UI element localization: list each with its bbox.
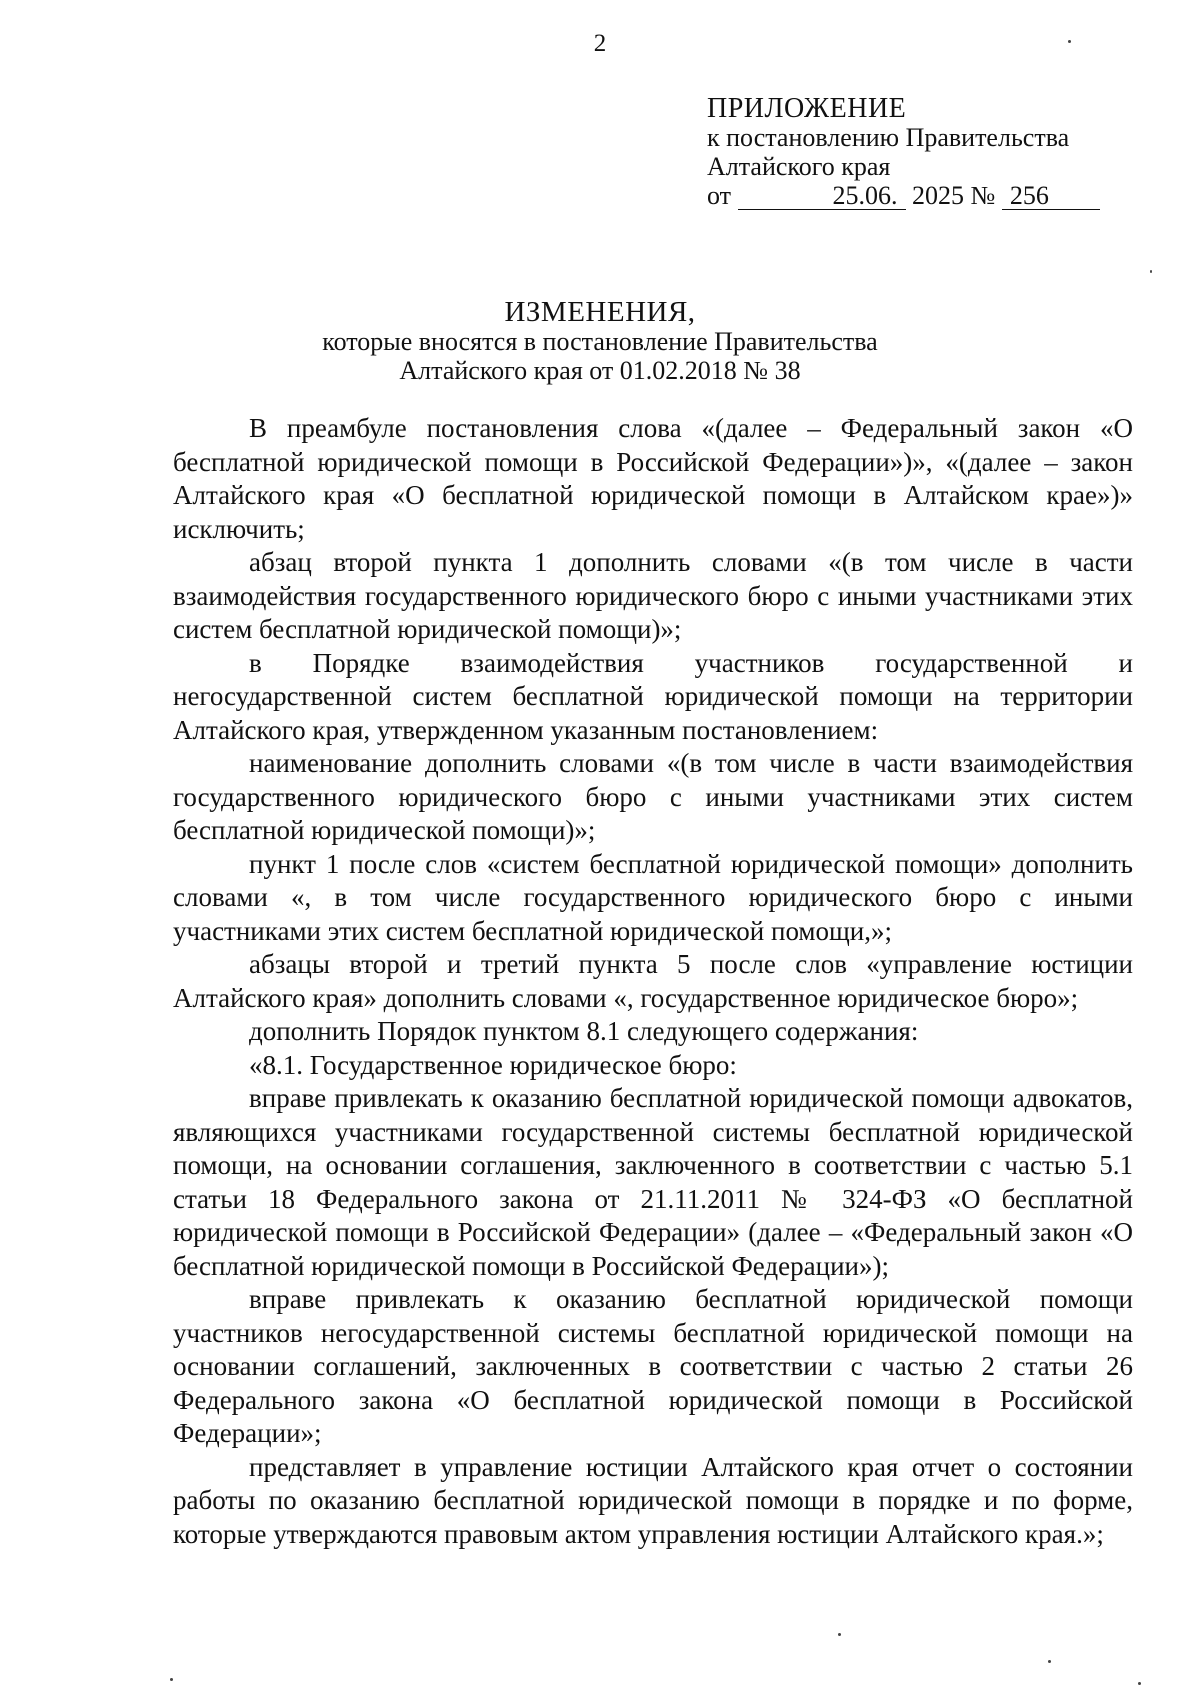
changes-header (0, 298, 1200, 385)
appendix-line-2: Алтайского края (707, 152, 891, 181)
changes-subtitle-line-1: которые вносятся в постановление Правительства (322, 327, 878, 356)
paragraph: абзац второй пункта 1 дополнить словами «(в том числе в части взаимодействия государственного юридического бюро с иными участниками этих систем бесплатной юридической помощи)»; (173, 547, 1133, 644)
appendix-title: ПРИЛОЖЕНИЕ (707, 93, 907, 124)
document-number: 256 (1002, 181, 1100, 210)
paragraph: представляет в управление юстиции Алтайского края отчет о состоянии работы по оказанию бесплатной юридической помощи в порядке и по форме, которые утверждаются правовым актом управления юстиции Алтайского края.»; (173, 1451, 1133, 1549)
paragraph: пункт 1 после слов «систем бесплатной юридической помощи» дополнить словами «, в том числе государственного юридического бюро с иными участниками этих систем бесплатной юридической помощи,»; (173, 848, 1133, 946)
changes-title: ИЗМЕНЕНИЯ, (504, 296, 696, 328)
date-prefix: от (707, 181, 732, 210)
paragraph: «8.1. Государственное юридическое бюро: (249, 1049, 737, 1080)
document-body (173, 412, 1133, 1551)
date-value: 25.06. (738, 181, 906, 210)
paragraph: в Порядке взаимодействия участников государственной и негосударственной систем бесплатной юридической помощи на территории Алтайского края, утвержденном указанным постановлением: (173, 647, 1133, 745)
page-number: 2 (593, 30, 607, 57)
paragraph: В преамбуле постановления слова «(далее – Федеральный закон «О бесплатной юридической помощи в Российской Федерации»)», «(далее – закон Алтайского края «О бесплатной юридической помощи в Алтайском крае»)» исключить; (173, 413, 1133, 544)
year-label: 2025 № (912, 181, 996, 210)
appendix-date-line (707, 181, 1127, 210)
scan-speck (1150, 270, 1152, 273)
paragraph: вправе привлекать к оказанию бесплатной юридической помощи адвокатов, являющихся участниками государственной системы бесплатной юридической помощи, на основании соглашения, заключенного в соответствии с частью 5.1 статьи 18 Федерального закона от 21.11.2011 № 324-ФЗ «О бесплатной юридической помощи в Российской Федерации» (далее – «Федеральный закон «О бесплатной юридической помощи в Российской Федерации»); (173, 1083, 1133, 1281)
appendix-line-1: к постановлению Правительства (707, 123, 1070, 152)
scan-speck (170, 1678, 173, 1681)
scan-speck (838, 1633, 841, 1636)
scan-speck (1138, 1682, 1141, 1685)
scan-speck (1048, 1660, 1051, 1663)
appendix-block (707, 94, 1127, 210)
paragraph: наименование дополнить словами «(в том числе в части взаимодействия государственного юридического бюро с иными участниками этих систем бесплатной юридической помощи)»; (173, 748, 1133, 845)
changes-subtitle-line-2: Алтайского края от 01.02.2018 № 38 (399, 356, 801, 385)
paragraph: дополнить Порядок пунктом 8.1 следующего содержания: (249, 1016, 919, 1046)
paragraph: вправе привлекать к оказанию бесплатной юридической помощи участников негосударственной системы бесплатной юридической помощи на основании соглашений, заключенных в соответствии с частью 2 статьи 26 Федерального закона «О бесплатной юридической помощи в Российской Федерации»; (173, 1284, 1133, 1448)
paragraph: абзацы второй и третий пункта 5 после слов «управление юстиции Алтайского края» дополнить словами «, государственное юридическое бюро»; (173, 949, 1133, 1013)
scan-speck (1068, 40, 1071, 43)
